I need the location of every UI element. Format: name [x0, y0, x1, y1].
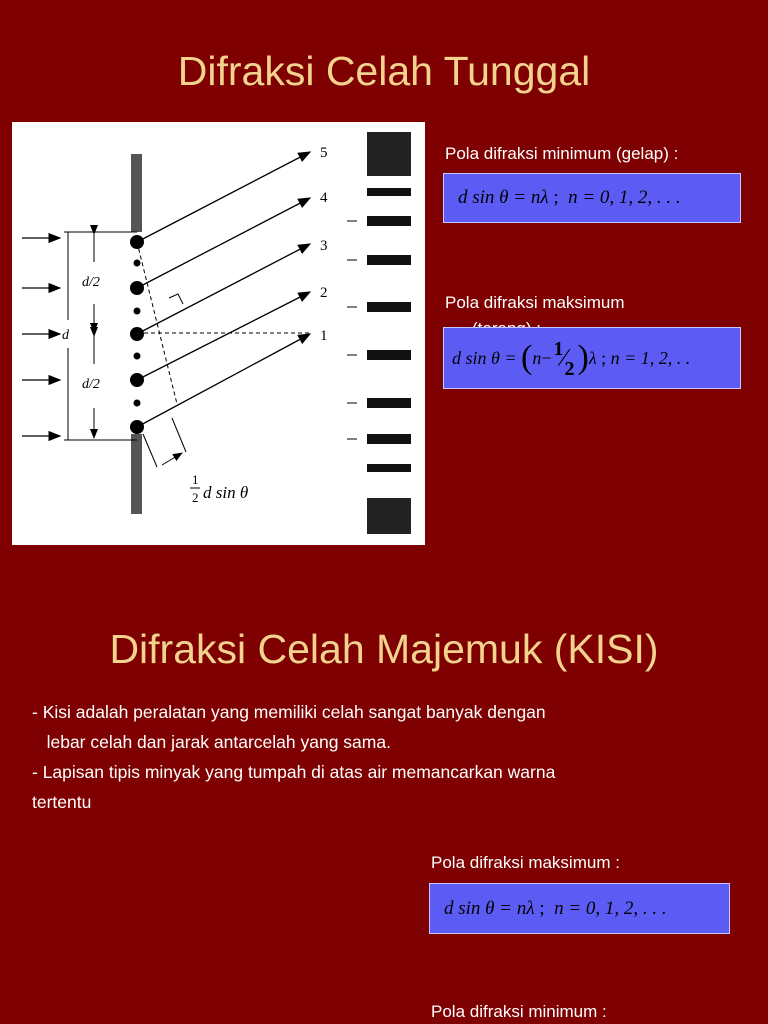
maximum-pattern-label: Pola difraksi maksimum — [445, 293, 625, 312]
grating-maximum-formula-box — [429, 883, 730, 934]
maximum-formula-fraction-num: 1 — [553, 338, 564, 360]
fringe-pattern — [367, 132, 411, 534]
minimum-pattern-label: Pola difraksi minimum (gelap) : — [445, 144, 679, 163]
grating-maximum-label: Pola difraksi maksimum : — [431, 853, 620, 872]
maximum-formula-separator: ; — [596, 347, 611, 368]
single-slit-diagram — [12, 122, 425, 545]
minimum-formula-lhs: d sin θ = nλ — [458, 187, 549, 208]
maximum-formula-paren-close: ) — [577, 339, 589, 376]
ray-labels — [320, 145, 328, 344]
bullet-line-2: lebar celah dan jarak antarcelah yang sama. — [32, 732, 391, 752]
grating-maximum-formula-rhs: n = 0, 1, 2, . . . — [554, 897, 667, 919]
incident-arrows — [22, 238, 60, 436]
bullet-line-3: - Lapisan tipis minyak yang tumpah di atas air memancarkan warna — [32, 762, 556, 782]
barrier-bottom — [131, 434, 142, 514]
single-slit-figure — [12, 122, 425, 545]
svg-text:3: 3 — [320, 238, 328, 254]
maximum-formula-lhs: d sin θ = — [452, 347, 521, 368]
path-difference-label — [190, 472, 248, 505]
svg-text:2: 2 — [320, 285, 328, 301]
barrier-top — [131, 154, 142, 232]
svg-text:4: 4 — [320, 190, 328, 206]
bullet-line-4: tertentu — [32, 792, 92, 812]
svg-text:d sin θ: d sin θ — [203, 483, 249, 502]
slide-title-single-slit: Difraksi Celah Tunggal — [177, 48, 591, 94]
maximum-formula-box — [443, 327, 741, 389]
minimum-formula-box — [443, 173, 741, 223]
maximum-formula-paren-open: ( — [521, 339, 533, 376]
fringe-ticks — [347, 221, 357, 439]
grating-maximum-formula-separator: ; — [534, 897, 555, 919]
bullet-line-1: - Kisi adalah peralatan yang memiliki celah sangat banyak dengan — [32, 702, 546, 722]
width-label: d — [62, 328, 69, 343]
width-brackets — [64, 232, 137, 440]
svg-text:5: 5 — [320, 145, 328, 161]
path-difference-indicator — [143, 418, 186, 467]
maximum-formula-minus: − — [541, 347, 552, 368]
minimum-formula-rhs: n = 0, 1, 2, . . . — [568, 187, 681, 208]
minimum-formula-separator: ; — [548, 187, 569, 208]
grating-description — [32, 697, 732, 817]
svg-text:1: 1 — [320, 328, 328, 344]
maximum-formula-n: n — [532, 347, 542, 368]
grating-minimum-label: Pola difraksi minimum : — [431, 1002, 607, 1021]
diffracted-rays — [137, 152, 310, 427]
maximum-formula-fraction — [551, 338, 577, 378]
maximum-formula-rhs: n = 1, 2, . . — [610, 347, 691, 368]
grating-maximum-formula-lhs: d sin θ = nλ — [444, 897, 535, 919]
half-width-label-top: d/2 — [82, 275, 100, 290]
wavelet-sources — [130, 235, 144, 434]
svg-text:2: 2 — [192, 490, 199, 505]
right-angle-mark — [169, 294, 183, 304]
slide-title-grating: Difraksi Celah Majemuk (KISI) — [109, 626, 659, 672]
maximum-formula-lambda: λ — [588, 347, 597, 368]
maximum-formula-fraction-den: 2 — [564, 358, 575, 380]
half-width-label-bottom: d/2 — [82, 377, 100, 392]
svg-text:1: 1 — [192, 472, 199, 487]
